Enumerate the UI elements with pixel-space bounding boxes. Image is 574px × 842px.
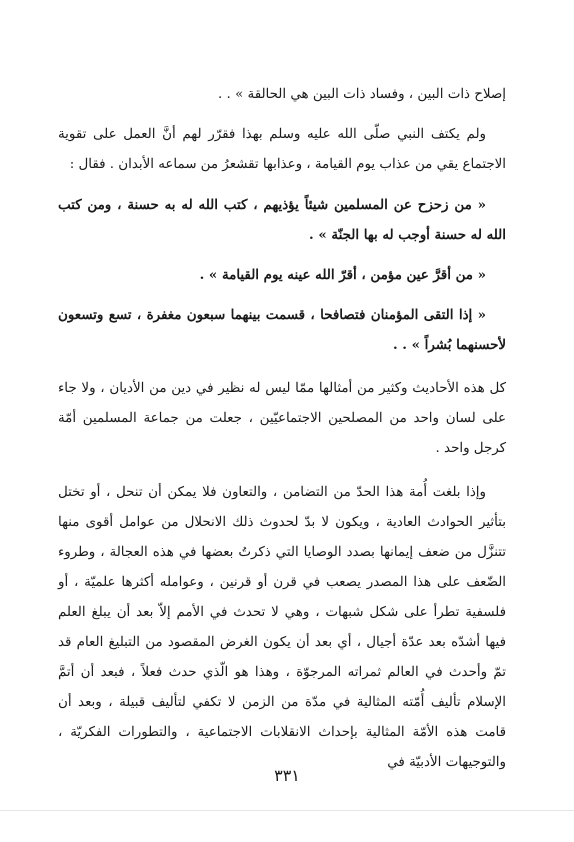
- paragraph-commentary: كل هذه الأحاديث وكثير من أمثالها ممّا ليس له نظير في دين من الأديان ، ولا جاء على لسان واحد من المصلحين الاجتماعيّين ، جعلت من جماعة المسلمين أمّة كرجل واحد .: [58, 381, 506, 456]
- hadith-quote-3: « إذا التقى المؤمنان فتصافحا ، قسمت بينهما سبعون مغفرة ، تسع وتسعون لأحسنهما بُشراً » . .: [58, 307, 506, 353]
- hadith-quote-2: « من أقرَّ عين مؤمن ، أقرّ الله عينه يوم القيامة » .: [199, 267, 486, 283]
- body-text: [58, 80, 506, 778]
- page-bottom-edge: [0, 810, 574, 811]
- page-number: ٣٣١: [274, 766, 300, 785]
- paragraph-continuation: إصلاح ذات البين ، وفساد ذات البين هي الحالقة » . .: [218, 87, 506, 102]
- hadith-quote-1: « من زحزح عن المسلمين شيئاً يؤذيهم ، كتب الله له به حسنة ، ومن كتب الله له حسنة أوجب له بها الجنّة » .: [58, 197, 506, 243]
- paragraph-main: وإذا بلغت أُمة هذا الحدّ من التضامن ، والتعاون فلا يمكن أن تنحل ، أو تختل بتأثير الحوادث العادية ، ويكون لا بدّ لحدوث ذلك الانحلال من عوامل أقوى منها تتنزَّل من ضعف إيمانها بصدد الوصايا التي ذكرتُ بعضها في هذه العجالة ، وطروء الضّعف على هذا المصدر يصعب في قرن أو قرنين ، وعوامله أكثرها علميّة ، أو فلسفية تطرأ على شكل شبهات ، وهي لا تحدث في الأمم إلاّ بعد أن يبلغ العلم فيها أشدّه بعد عدّة أجيال ، أي بعد أن يكون الغرض المقصود من التبليغ العام قد تمّ وأحدث في العالم ثمراته المرجوّة ، وهذا هو الّذي حدث فعلاً ، فبعد أن أتمَّ الإسلام تأليف أُمّته المثالية في مدّة من الزمن لا تكفي لتأليف قبيلة ، وبعد أن قامت هذه الأمّة المثالية بإحداث الانقلابات الاجتماعية ، والتطورات الفكريّة ، والتوجيهات الأدبيّة في: [58, 485, 506, 770]
- paragraph-intro: ولم يكتف النبي صلّى الله عليه وسلم بهذا فقرّر لهم أنَّ العمل على تقوية الاجتماع يقي من عذاب يوم القيامة ، وعذابها تقشعرُ من سماعه الأبدان . فقال :: [58, 127, 506, 172]
